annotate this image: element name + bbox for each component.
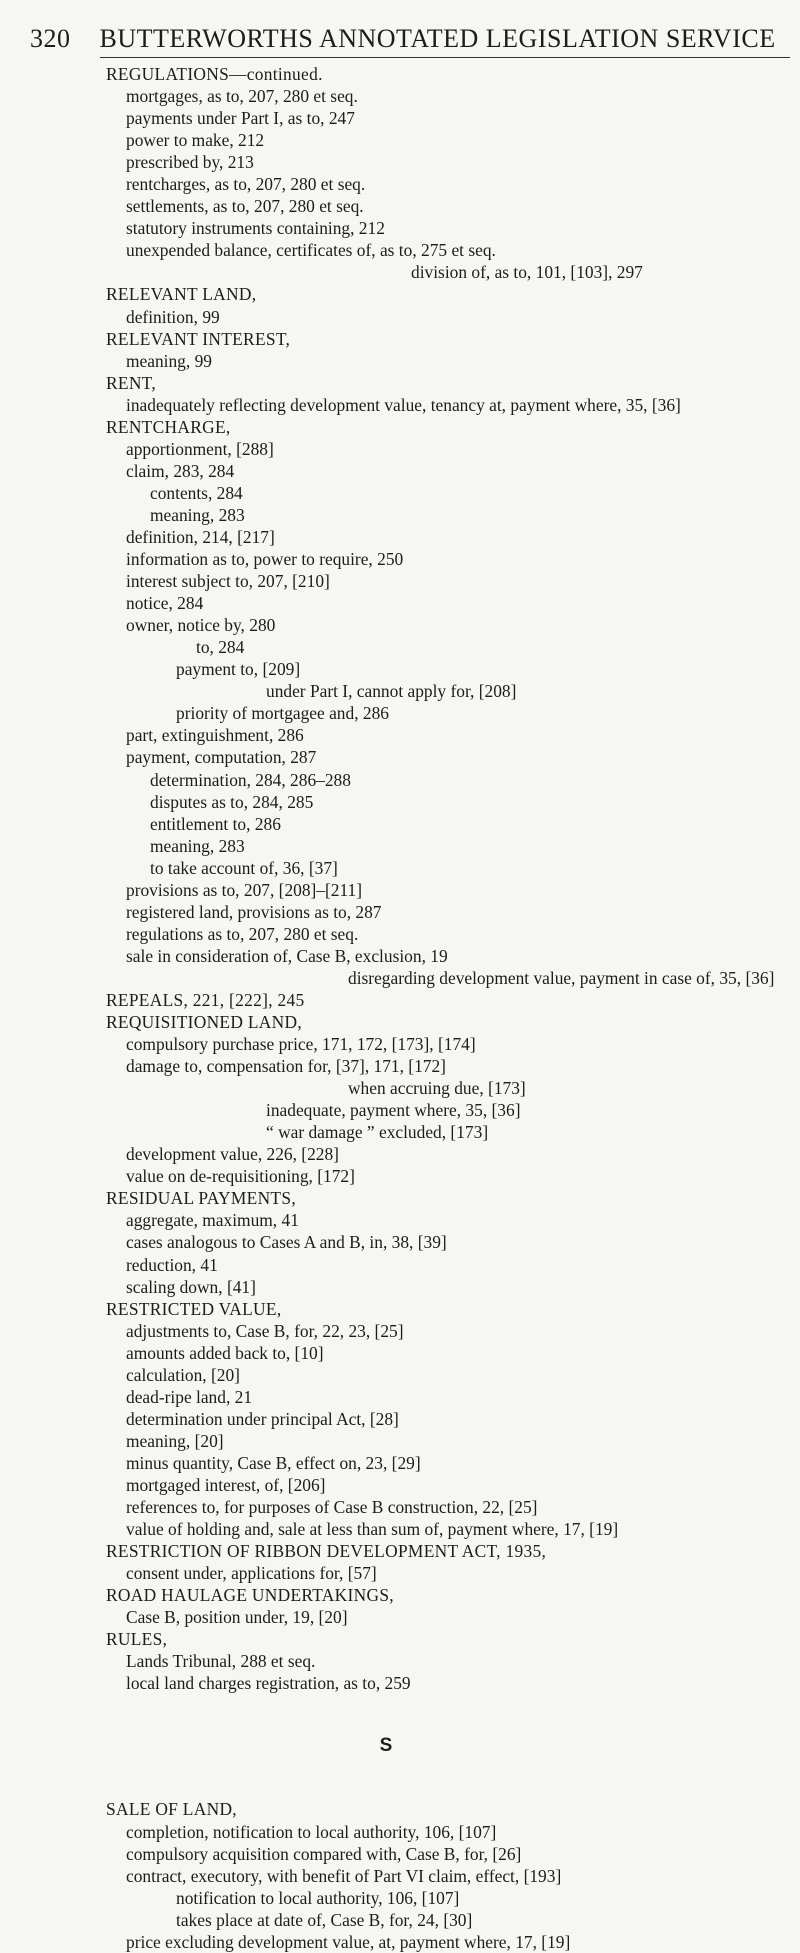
index-heading: RESIDUAL PAYMENTS, — [106, 1188, 296, 1209]
index-entry: sale in consideration of, Case B, exclusion, 19 — [126, 945, 448, 966]
index-heading: RELEVANT LAND, — [106, 284, 257, 305]
index-entry: payments under Part I, as to, 247 — [126, 108, 355, 129]
index-entry: definition, 99 — [126, 306, 220, 327]
index-entry: meaning, 283 — [150, 504, 245, 525]
index-entry: price excluding development value, at, payment where, 17, [19] — [126, 1931, 571, 1952]
index-entry: references to, for purposes of Case B construction, 22, [25] — [126, 1497, 538, 1518]
index-entry: apportionment, [288] — [126, 438, 274, 459]
index-entry: payment to, [209] — [176, 659, 301, 680]
index-entry: mortgaged interest, of, [206] — [126, 1475, 326, 1495]
index-entry: disregarding development value, payment in case of, 35, [36] — [348, 967, 775, 988]
index-entry: meaning, 283 — [150, 835, 245, 856]
index-entry: owner, notice by, 280 — [126, 615, 276, 636]
header-rule — [100, 57, 790, 58]
index-entry: rentcharges, as to, 207, 280 et seq. — [126, 174, 366, 195]
index-entry: disputes as to, 284, 285 — [150, 791, 314, 812]
index-entry: power to make, 212 — [126, 130, 265, 151]
index-entry: development value, 226, [228] — [126, 1144, 339, 1165]
index-entry: unexpended balance, certificates of, as to, 275 et seq. — [126, 240, 496, 261]
index-heading: RELEVANT INTEREST, — [106, 328, 291, 349]
index-entry: amounts added back to, [10] — [126, 1342, 324, 1363]
index-heading: ROAD HAULAGE UNDERTAKINGS, — [106, 1585, 394, 1606]
index-entry: division of, as to, 101, [103], 297 — [411, 262, 643, 283]
index-entry: compulsory acquisition compared with, Case B, for, [26] — [126, 1843, 522, 1864]
index-entry: completion, notification to local authority, 106, [107] — [126, 1821, 497, 1842]
index-entry: notification to local authority, 106, [107] — [176, 1887, 460, 1908]
index-entry: minus quantity, Case B, effect on, 23, [29] — [126, 1452, 421, 1473]
index-entry: damage to, compensation for, [37], 171, [172] — [126, 1056, 446, 1077]
index-entry: contents, 284 — [150, 482, 243, 503]
index-entry: value of holding and, sale at less than sum of, payment where, 17, [19] — [126, 1519, 619, 1540]
index-entry: settlements, as to, 207, 280 et seq. — [126, 196, 364, 217]
index-entry: determination under principal Act, [28] — [126, 1408, 399, 1429]
index-entry: statutory instruments containing, 212 — [126, 218, 385, 239]
index-entry: to, 284 — [196, 637, 245, 658]
index-entry: consent under, applications for, [57] — [126, 1563, 377, 1584]
index-entry: calculation, [20] — [126, 1364, 240, 1385]
index-heading: RENT, — [106, 372, 156, 393]
index-entry: information as to, power to require, 250 — [126, 549, 404, 570]
index-heading: RULES, — [106, 1629, 168, 1650]
index-entry: under Part I, cannot apply for, [208] — [266, 681, 517, 702]
index-entry: claim, 283, 284 — [126, 460, 235, 481]
index-entry: cases analogous to Cases A and B, in, 38, [39] — [126, 1232, 447, 1253]
index-entry: payment, computation, 287 — [126, 747, 317, 768]
index-entry: compulsory purchase price, 171, 172, [173], [174] — [126, 1034, 476, 1055]
index-entry: takes place at date of, Case B, for, 24, [30] — [176, 1909, 473, 1930]
index-entries-r — [106, 63, 796, 1694]
index-body — [106, 63, 796, 1953]
index-heading: SALE OF LAND, — [106, 1799, 237, 1820]
index-entry: contract, executory, with benefit of Part VI claim, effect, [193] — [126, 1865, 562, 1886]
index-entry: regulations as to, 207, 280 et seq. — [126, 923, 359, 944]
index-entry: inadequate, payment where, 35, [36] — [266, 1100, 521, 1121]
section-letter: S — [379, 1735, 393, 1757]
index-entry: local land charges registration, as to, 259 — [126, 1673, 411, 1694]
index-entry: when accruing due, [173] — [348, 1078, 526, 1099]
index-entry: scaling down, [41] — [126, 1276, 256, 1297]
index-entry: entitlement to, 286 — [150, 813, 281, 834]
index-entry: Lands Tribunal, 288 et seq. — [126, 1651, 316, 1672]
index-entry: Case B, position under, 19, [20] — [126, 1607, 348, 1628]
index-entry: part, extinguishment, 286 — [126, 725, 304, 746]
index-entry: meaning, 99 — [126, 350, 212, 371]
index-entry: registered land, provisions as to, 287 — [126, 901, 382, 922]
index-heading: REPEALS, 221, [222], 245 — [106, 989, 305, 1010]
index-entry: determination, 284, 286–288 — [150, 769, 351, 790]
index-heading: RESTRICTION OF RIBBON DEVELOPMENT ACT, 1935, — [106, 1541, 547, 1562]
index-entry: provisions as to, 207, [208]–[211] — [126, 879, 363, 900]
index-entry: prescribed by, 213 — [126, 152, 254, 173]
spacer — [106, 1694, 796, 1727]
spacer — [106, 1765, 796, 1798]
index-entry: interest subject to, 207, [210] — [126, 571, 330, 592]
index-entry: mortgages, as to, 207, 280 et seq. — [126, 86, 358, 107]
page-number: 320 — [30, 24, 71, 53]
index-entry: inadequately reflecting development value, tenancy at, payment where, 35, [36] — [126, 394, 681, 415]
index-entry: dead-ripe land, 21 — [126, 1386, 253, 1407]
running-header — [30, 24, 790, 54]
index-entries-s — [106, 1798, 796, 1952]
index-heading: RENTCHARGE, — [106, 416, 231, 437]
index-entry: aggregate, maximum, 41 — [126, 1210, 299, 1231]
index-entry: priority of mortgagee and, 286 — [176, 703, 389, 724]
index-entry: meaning, [20] — [126, 1430, 224, 1451]
index-entry: adjustments to, Case B, for, 22, 23, [25] — [126, 1320, 404, 1341]
index-entry: value on de-requisitioning, [172] — [126, 1166, 355, 1187]
index-heading: RESTRICTED VALUE, — [106, 1298, 282, 1319]
index-heading: REGULATIONS—continued. — [106, 64, 323, 84]
index-entry: to take account of, 36, [37] — [150, 857, 338, 878]
index-entry: reduction, 41 — [126, 1254, 218, 1275]
index-entry: “ war damage ” excluded, [173] — [266, 1122, 489, 1143]
index-entry: notice, 284 — [126, 593, 204, 614]
running-title: BUTTERWORTHS ANNOTATED LEGISLATION SERVICE — [99, 24, 776, 53]
index-heading: REQUISITIONED LAND, — [106, 1012, 303, 1033]
index-entry: definition, 214, [217] — [126, 526, 275, 547]
